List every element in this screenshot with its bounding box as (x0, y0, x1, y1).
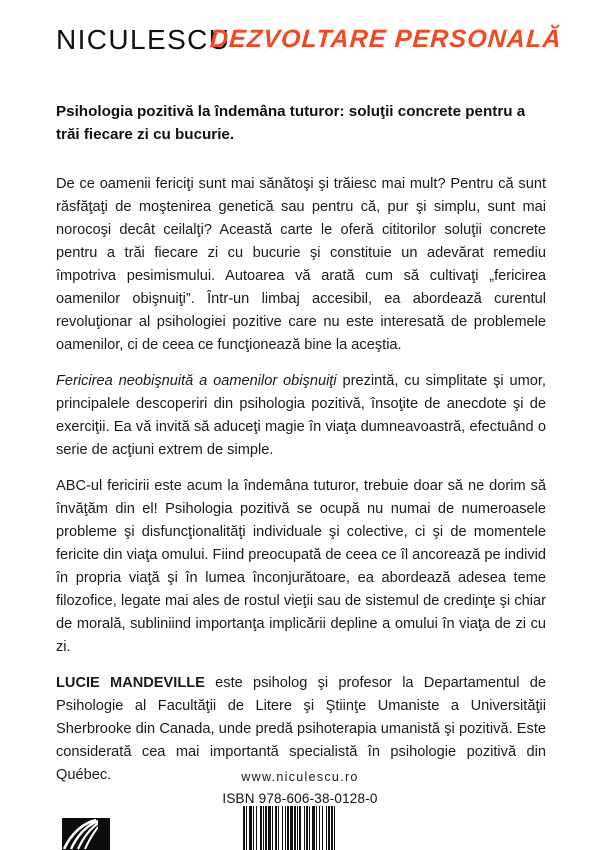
book-title-italic: Fericirea neobişnuită a oamenilor obişnuiţi (56, 373, 337, 389)
publisher-logotype: NICULESCU (56, 24, 231, 55)
author-name: LUCIE MANDEVILLE (56, 675, 205, 691)
body-paragraph-2 (56, 370, 546, 462)
cover-header (0, 0, 600, 78)
author-bio-text: este psiholog şi profesor la Departamentul de Psihologie al Facultăţii de Litere şi Ştiinţe Umaniste a Universităţii Sherbrooke din Canada, unde predă psihoterapia umanistă şi pozitivă. Este considerată cea mai importantă specialistă în psihologie pozitivă din Québec. (56, 675, 547, 783)
publisher-website[interactable]: www.niculescu.ro (241, 770, 359, 784)
cover-body (56, 100, 546, 800)
barcode-bar (335, 806, 338, 850)
series-label: DEZVOLTARE PERSONALĂ (209, 25, 564, 53)
headline: Psihologia pozitivă la îndemâna tuturor: soluţii concrete pentru a trăi fiecare zi cu bucurie. (56, 103, 526, 143)
body-paragraph-2-text: prezintă, cu simplitate şi umor, principalele descoperiri din psihologia pozitivă, însoţite de anecdote şi de exerciţii. Ea vă invită să aduceţi magie în viaţa dumneavoastră, efectuând o serie de acţiuni extrem de simple. (56, 373, 546, 458)
niculescu-book-logo (62, 818, 110, 850)
ean13-barcode (243, 806, 373, 850)
isbn-text: ISBN 978-606-38-0128-0 (222, 791, 378, 806)
body-paragraph-3: ABC-ul fericirii este acum la îndemâna tuturor, trebuie doar să ne dorim să învăţăm din el! Psihologia pozitivă se ocupă nu numai de numeroasele probleme şi disfuncţionalităţi individuale şi colective, ci şi de momentele fericite din viaţa omului. Fiind preocupată de ceea ce îl ancorează pe individ în propria viaţă şi în lumea înconjurătoare, ea abordează adesea teme filozofice, legate mai ales de rostul vieţii sau de sistemul de credinţe şi chiar de morală, subliniind importanţa implicării depline a omului în viaţa de zi cu zi. (56, 478, 546, 655)
body-paragraph-1: De ce oamenii fericiţi sunt mai sănătoşi şi trăiesc mai mult? Pentru că sunt răsfăţaţi de moştenirea genetică sau pentru că, pur şi simplu, sunt mai norocoşi decât ceilalţi? Această carte le oferă cititorilor soluţii concrete pentru a trăi fiecare zi cu bucurie şi constituie un adevărat remediu împotriva pesimismului. Autoarea vă arată cum să cultivaţi „fericirea oamenilor obişnuiţi”. Într-un limbaj accesibil, ea abordează curentul revoluţionar al psihologiei pozitive care nu este interesată de problemele oamenilor, ci de ceea ce funcţionează bine la aceştia. (56, 176, 546, 353)
